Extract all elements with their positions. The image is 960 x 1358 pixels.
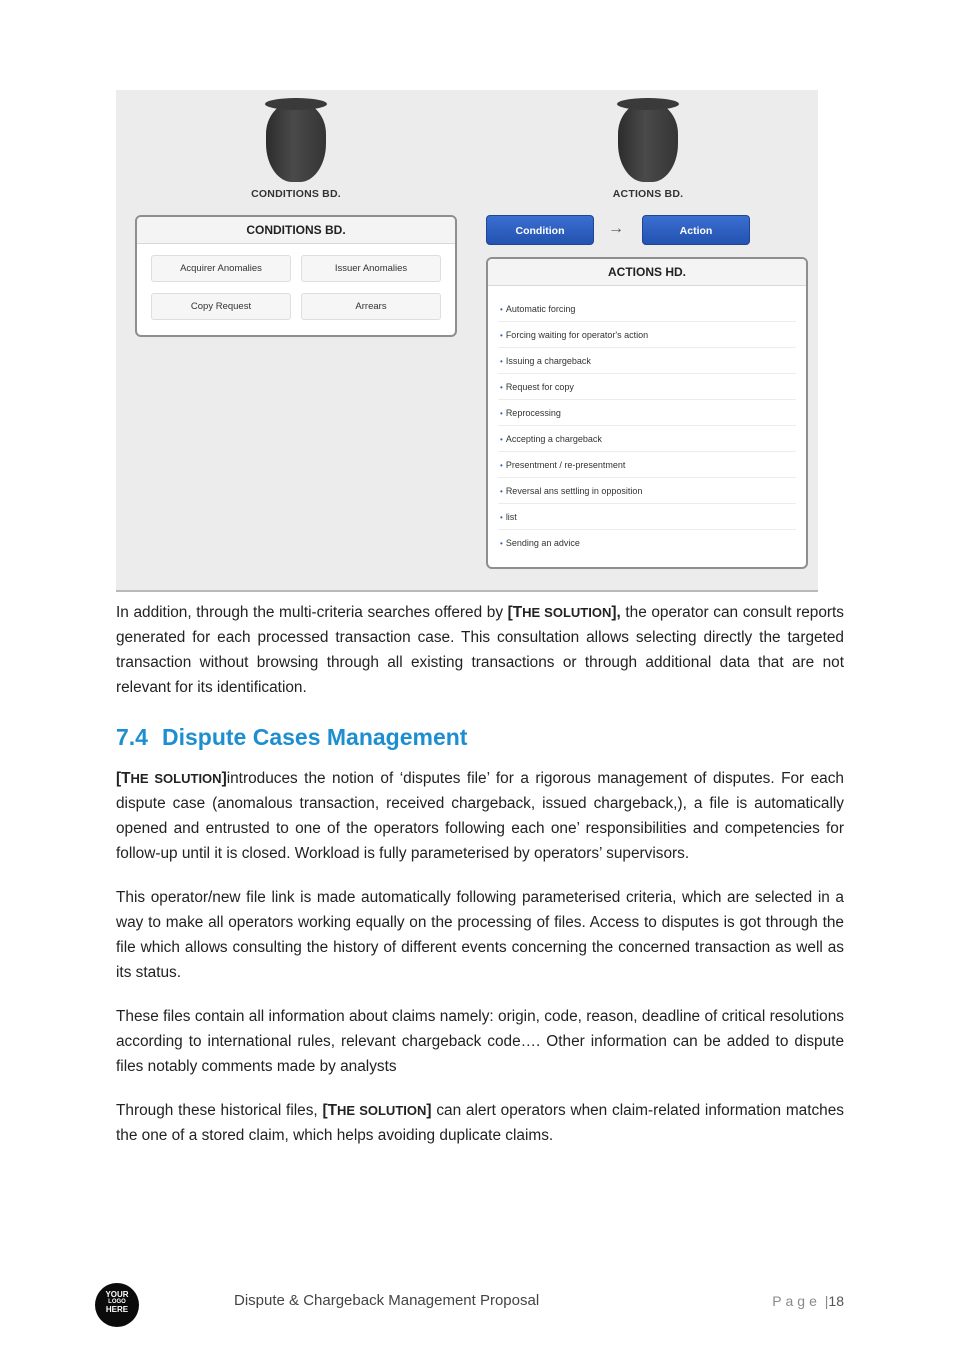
paragraph-historical-files xyxy=(116,1099,844,1149)
brand-close: ] xyxy=(426,1102,432,1119)
actions-panel xyxy=(486,257,808,569)
bullet-icon: • xyxy=(500,539,503,548)
brand-open: [T xyxy=(507,604,523,621)
conditions-panel xyxy=(135,215,457,337)
brand-rest: HE SOLUTION xyxy=(337,1103,427,1118)
bullet-icon: • xyxy=(500,305,503,314)
actions-list xyxy=(498,296,796,556)
actions-db-label: ACTIONS BD. xyxy=(612,188,684,200)
page-separator: | xyxy=(824,1293,829,1309)
condition-cell: Issuer Anomalies xyxy=(301,255,441,282)
action-label: Request for copy xyxy=(505,382,574,392)
section-number: 7.4 xyxy=(116,724,148,750)
p1-text-end: the operator can consult reports generated for each processed transaction case. This consultation allows selecting directly the targeted transaction without browsing through all existing transactions or through additional data that are not relevant for its identification. xyxy=(116,604,844,696)
bullet-icon: • xyxy=(500,435,503,444)
list-item xyxy=(498,348,796,374)
list-item xyxy=(498,374,796,400)
brand-close: ] xyxy=(221,770,227,787)
paragraph-operator-link: This operator/new file link is made automatically following parameterised criteria, which are selected in a way to make all operators working equally on the processing of files. Access to disputes is got through the file which allows consulting the history of different events concerning the concerned transaction as well as its status. xyxy=(116,889,844,981)
action-label: Issuing a chargeback xyxy=(505,356,591,366)
action-label: Accepting a chargeback xyxy=(505,434,602,444)
list-item xyxy=(498,322,796,348)
conditions-database-icon xyxy=(266,92,326,182)
condition-cell: Arrears xyxy=(301,293,441,320)
bullet-icon: • xyxy=(500,331,503,340)
conditions-grid xyxy=(151,255,443,320)
company-logo xyxy=(95,1283,139,1327)
section-heading xyxy=(116,724,467,751)
list-item xyxy=(498,296,796,322)
action-label: Sending an advice xyxy=(505,538,580,548)
bullet-icon: • xyxy=(500,383,503,392)
logo-line: LOGO xyxy=(108,1299,126,1305)
list-item xyxy=(498,478,796,504)
actions-database-icon xyxy=(618,92,678,182)
action-label: Automatic forcing xyxy=(505,304,576,314)
condition-button: Condition xyxy=(486,215,594,245)
footer-document-title: Dispute & Chargeback Management Proposal xyxy=(234,1292,540,1309)
bullet-icon: • xyxy=(500,487,503,496)
section-title: Dispute Cases Management xyxy=(161,724,468,750)
brand-rest: HE SOLUTION xyxy=(522,605,612,620)
paragraph-disputes-file xyxy=(116,767,844,867)
condition-cell: Copy Request xyxy=(151,293,291,320)
brand-rest: HE SOLUTION xyxy=(130,771,222,786)
logo-line: YOUR xyxy=(105,1290,129,1299)
paragraph-claims-info: These files contain all information about claims namely: origin, code, reason, deadline of critical resolutions according to international rules, relevant chargeback code…. Other information can be added to dispute files notably comments made by analysts xyxy=(116,1008,844,1075)
paragraph-multi-criteria xyxy=(116,601,844,701)
list-item xyxy=(498,504,796,530)
bullet-icon: • xyxy=(500,357,503,366)
p5-text-end: can alert operators when claim-related information matches the one of a stored claim, which helps avoiding duplicate claims. xyxy=(116,1102,845,1144)
brand-open: [T xyxy=(322,1102,338,1119)
conditions-db-label: CONDITIONS BD. xyxy=(251,188,341,200)
action-button: Action xyxy=(642,215,750,245)
bullet-icon: • xyxy=(500,409,503,418)
brand-close: ], xyxy=(611,604,621,621)
action-label: Reprocessing xyxy=(505,408,561,418)
list-item xyxy=(498,400,796,426)
list-item xyxy=(498,530,796,556)
brand-open: [T xyxy=(116,770,131,787)
page-number: 18 xyxy=(828,1293,844,1309)
p5-text-start: Through these historical files, xyxy=(116,1102,323,1119)
list-item xyxy=(498,452,796,478)
bullet-icon: • xyxy=(500,513,503,522)
footer-page-number xyxy=(772,1293,844,1309)
brand-name xyxy=(508,604,621,621)
bullet-icon: • xyxy=(500,461,503,470)
p2-text: introduces the notion of ‘disputes file’ for a rigorous management of disputes. For each dispute case (anomalous transaction, received chargeback, issued chargeback,), a file is automatically opened and entrusted to one of the operators following each one’ responsibilities and competencies for follow-up until it is closed. Workload is fully parameterised by operators’ supervisors. xyxy=(116,770,844,862)
solution-architecture-figure xyxy=(116,90,818,592)
flow-arrow-icon: → xyxy=(608,220,624,237)
action-label: Forcing waiting for operator's action xyxy=(505,330,649,340)
logo-line: HERE xyxy=(105,1305,129,1314)
condition-cell: Acquirer Anomalies xyxy=(151,255,291,282)
action-label: Presentment / re-presentment xyxy=(505,460,626,470)
brand-name xyxy=(323,1102,432,1119)
action-label: list xyxy=(505,512,517,522)
action-label: Reversal ans settling in opposition xyxy=(505,486,643,496)
list-item xyxy=(498,426,796,452)
p1-text-start: In addition, through the multi-criteria searches offered by xyxy=(116,604,508,621)
actions-panel-title: ACTIONS HD. xyxy=(488,259,806,286)
conditions-panel-title: CONDITIONS BD. xyxy=(137,217,455,244)
page-word: Page xyxy=(772,1293,821,1309)
brand-name xyxy=(116,770,227,787)
